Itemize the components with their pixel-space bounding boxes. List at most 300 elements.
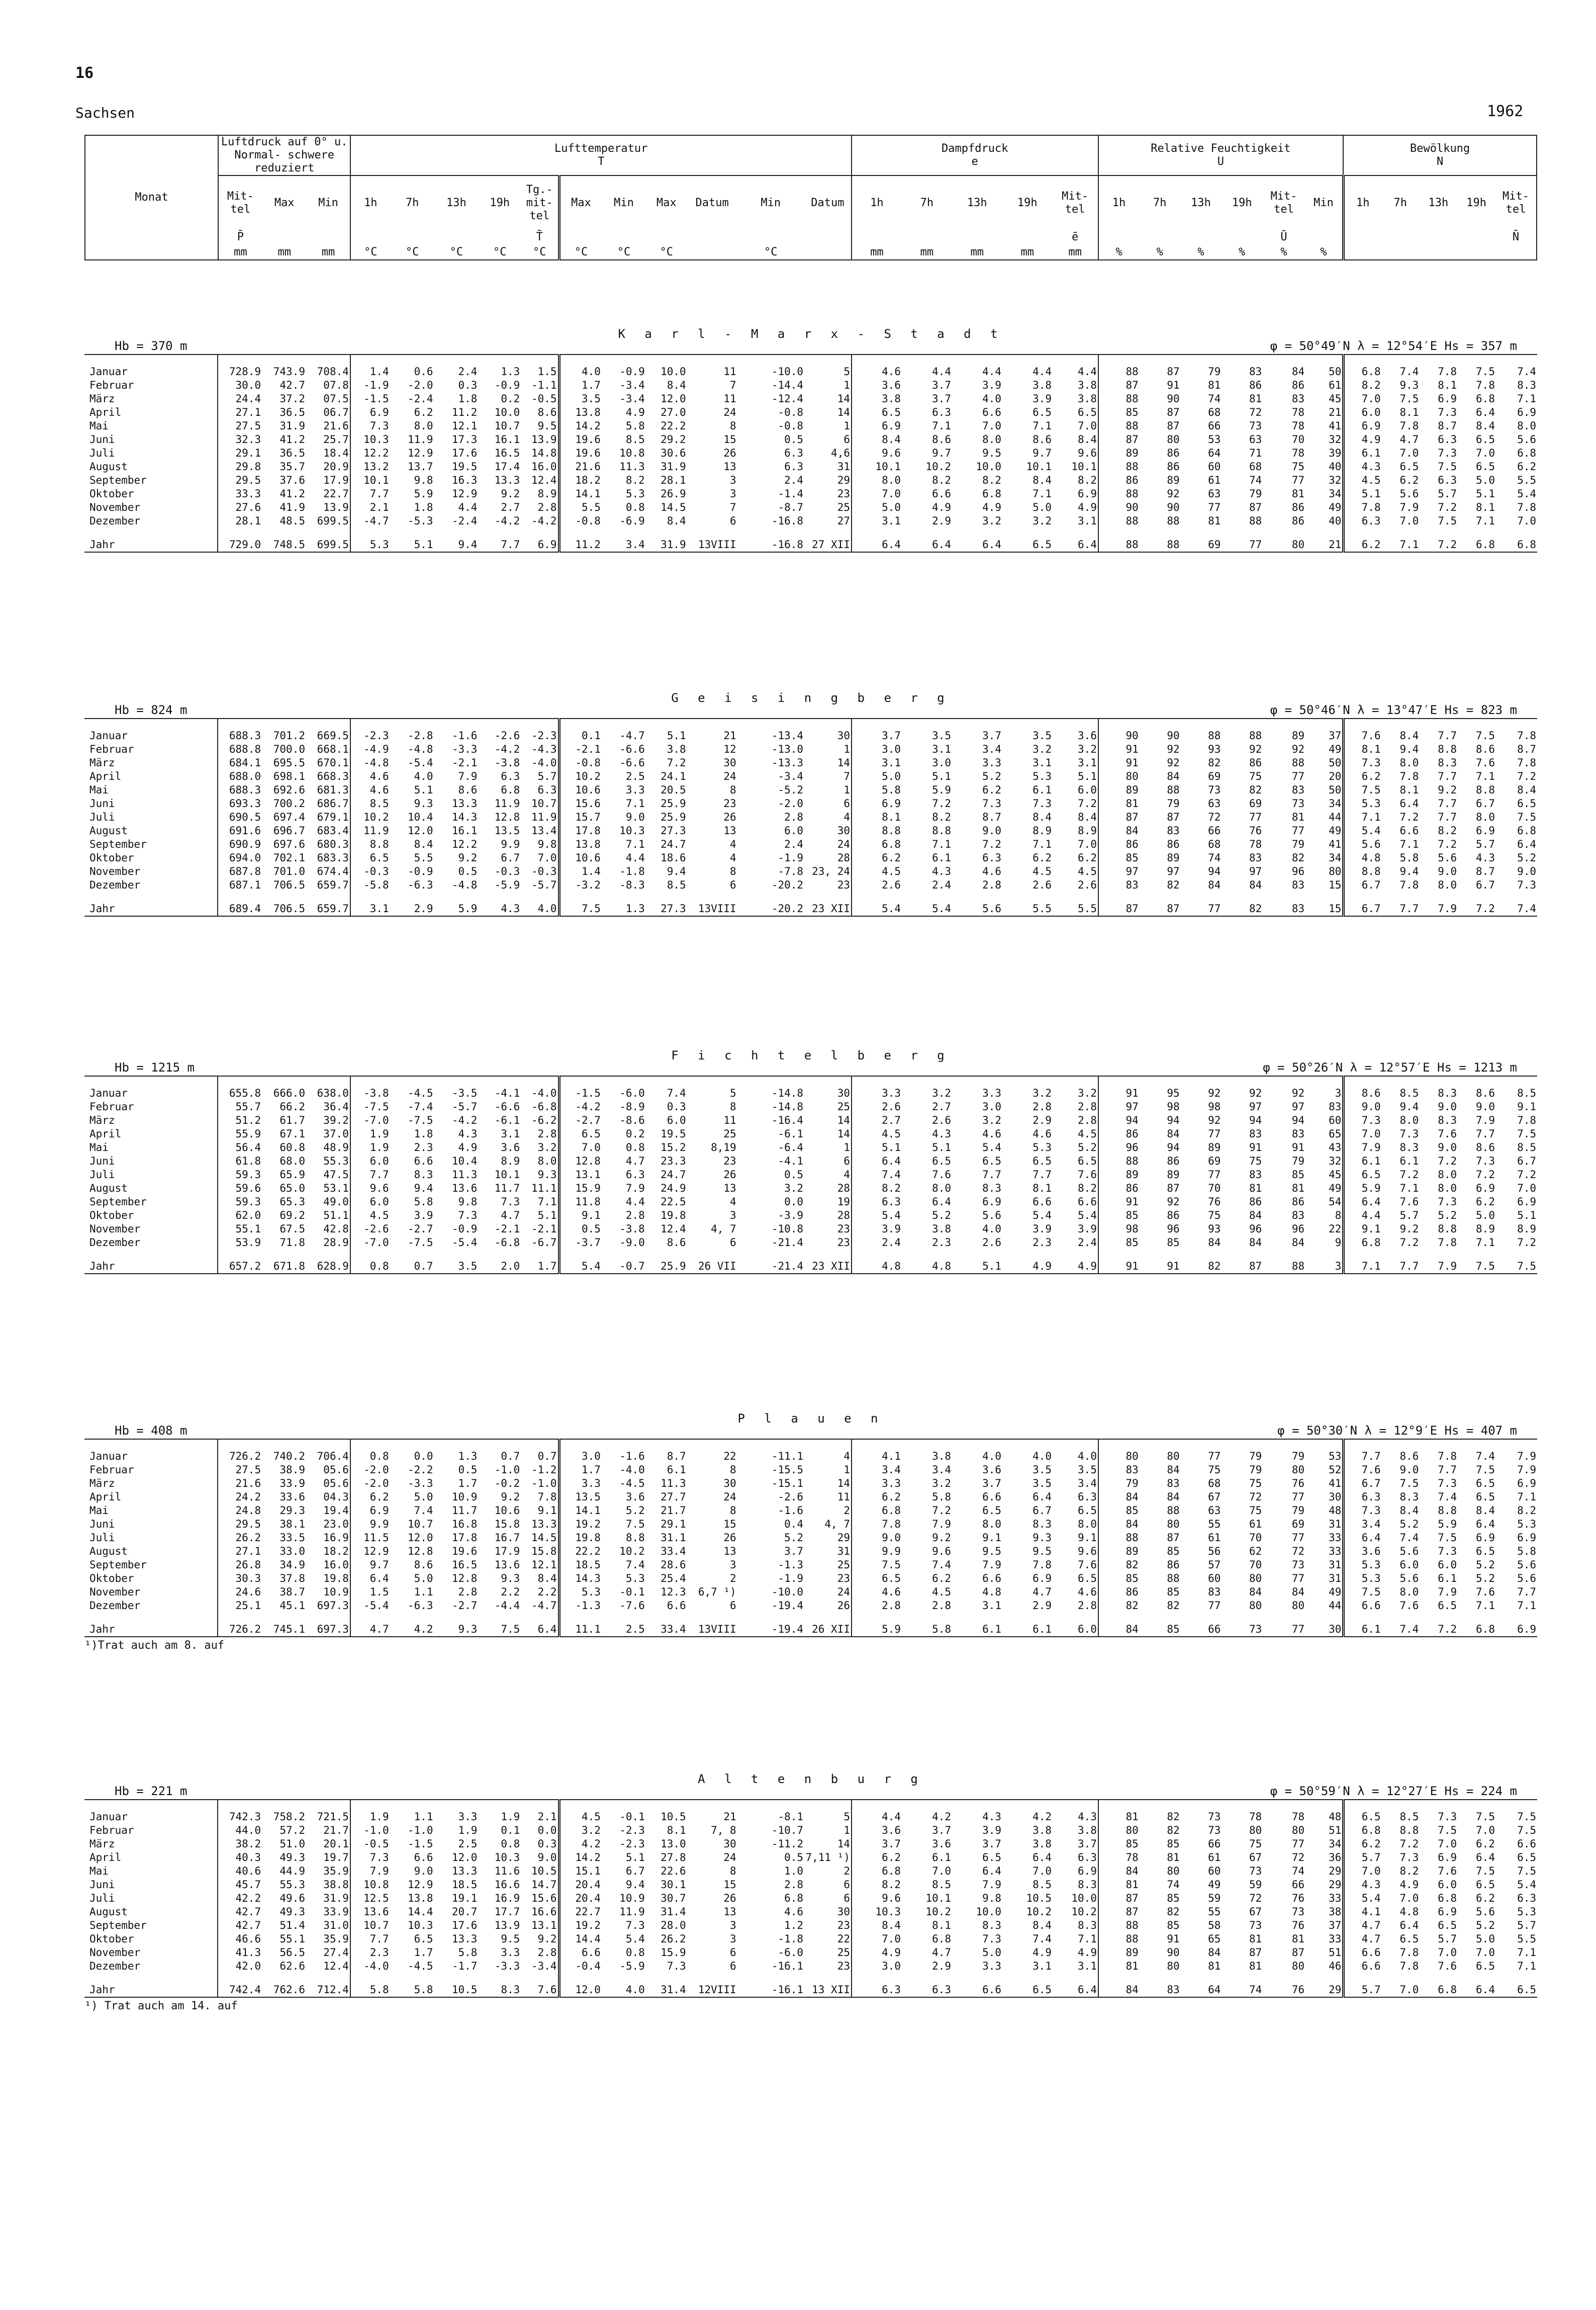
spacer-cell: [1382, 892, 1420, 902]
table-cell: 748.5: [273, 539, 305, 551]
table-cell: -6.3: [407, 879, 433, 891]
table-cell: 5.6: [1517, 1572, 1536, 1584]
table-cell: 729.0: [218, 538, 262, 552]
spacer-cell: [804, 1439, 852, 1450]
table-cell: 699.5: [317, 515, 349, 527]
table-cell: 32: [1329, 474, 1342, 486]
table-cell: 8.8: [852, 824, 902, 838]
table-cell: 71.8: [279, 1236, 305, 1249]
spacer-cell: [1140, 1439, 1181, 1450]
table-cell: 13VIII: [698, 903, 736, 915]
month-label: Mai: [89, 1865, 109, 1877]
table-cell: 6.6: [1344, 1946, 1382, 1960]
month-label: September: [89, 1919, 147, 1931]
table-cell: 726.2: [218, 1623, 262, 1637]
table-cell: 6.5: [852, 1572, 902, 1585]
table-cell: 8.0: [1438, 879, 1457, 891]
table-cell: 4.3: [982, 1811, 1002, 1823]
spacer-cell: [952, 1076, 1002, 1087]
table-cell: 23: [723, 797, 736, 810]
table-cell: 13.9: [494, 1919, 520, 1931]
table-cell: 77: [1208, 1169, 1221, 1181]
table-cell: 1.3: [625, 903, 645, 915]
spacer-cell: [1053, 354, 1098, 365]
table-cell: 9.8: [537, 838, 557, 850]
table-cell: 15: [1329, 903, 1342, 915]
table-cell: 24.2: [218, 1490, 262, 1504]
table-row: [84, 392, 1537, 406]
table-cell: 6.4: [1344, 1531, 1382, 1545]
table-cell: 4.2: [414, 1623, 433, 1635]
table-cell: -2.1: [559, 743, 602, 756]
table-cell: 681.3: [317, 784, 349, 796]
station-name: P l a u e n: [737, 1411, 884, 1426]
table-cell: -1.3: [778, 1559, 804, 1571]
table-cell: -0.8: [778, 406, 804, 418]
table-cell: 5.4: [1517, 1879, 1536, 1891]
table-cell: 83: [1249, 852, 1262, 864]
table-cell: 9.5: [982, 447, 1002, 459]
table-cell: 12.0: [661, 393, 686, 405]
header-columns-cell: 19h: [490, 196, 510, 209]
table-cell: 88: [1098, 1919, 1140, 1932]
table-cell: 683.4: [317, 825, 349, 837]
table-cell: 7.3: [1438, 1477, 1457, 1489]
table-cell: 33: [1329, 1892, 1342, 1904]
table-cell: 5.6: [1517, 433, 1536, 446]
station-hb: Hb = 824 m: [115, 703, 187, 717]
table-cell: 7.3: [1438, 1811, 1457, 1823]
table-cell: 6.9: [852, 797, 902, 811]
table-cell: 8.4: [414, 838, 433, 850]
table-cell: 5.6: [1399, 488, 1419, 500]
table-cell: 25: [837, 1946, 850, 1959]
table-cell: 6: [843, 1892, 850, 1904]
spacer-cell: [1458, 1613, 1496, 1623]
table-cell: -4.0: [350, 1960, 390, 1973]
month-label: April: [89, 1851, 122, 1863]
table-cell: 1.0: [784, 1865, 804, 1877]
table-cell: 97: [1098, 865, 1140, 878]
table-cell: 3.5: [1032, 730, 1052, 742]
table-cell: 7.0: [852, 487, 902, 501]
month-label: Januar: [89, 1087, 128, 1099]
table-cell: 8.4: [1399, 730, 1419, 742]
table-cell: 8.0: [932, 1182, 952, 1194]
spacer-cell: [1305, 892, 1344, 902]
table-cell: 6.5: [414, 1933, 433, 1945]
table-cell: 10.8: [350, 1878, 390, 1892]
spacer-cell: [1222, 528, 1263, 538]
table-cell: 13.8: [559, 406, 602, 419]
table-cell: 7.6: [1399, 1196, 1419, 1208]
table-cell: 27: [837, 515, 850, 527]
table-cell: 6.4: [537, 1623, 557, 1635]
table-cell: 85: [1167, 1236, 1180, 1249]
spacer-cell: [350, 528, 390, 538]
table-cell: 9.0: [414, 1865, 433, 1877]
table-cell: 6.1: [932, 1851, 952, 1863]
table-cell: 45.7: [218, 1878, 262, 1892]
table-cell: 33: [1329, 1933, 1342, 1945]
table-cell: 6.4: [982, 539, 1002, 551]
table-cell: 7.2: [1399, 1236, 1419, 1249]
table-cell: 7.9: [982, 1559, 1002, 1571]
table-cell: 2.8: [1078, 1114, 1097, 1126]
table-cell: 7,11 ¹): [805, 1851, 850, 1863]
table-cell: 688.0: [218, 770, 262, 783]
table-cell: 81: [1208, 379, 1221, 391]
month-label: September: [89, 1559, 147, 1571]
table-cell: 12.0: [407, 1532, 433, 1544]
table-cell: 4.8: [852, 1260, 902, 1274]
table-cell: 6.6: [1078, 1196, 1097, 1208]
table-cell: 76: [1291, 1984, 1305, 1996]
table-cell: -4.1: [494, 1087, 520, 1099]
table-cell: 19.2: [559, 1919, 602, 1932]
table-cell: 11.5: [350, 1531, 390, 1545]
table-cell: 1.9: [350, 1141, 390, 1154]
table-cell: 7.0: [932, 1865, 952, 1877]
table-cell: 6.1: [1032, 784, 1052, 796]
table-cell: 687.8: [218, 865, 262, 878]
header-columns-cell: 1h: [1343, 175, 1381, 230]
table-cell: 7.1: [1078, 1933, 1097, 1945]
table-cell: 59.3: [218, 1168, 262, 1182]
table-cell: 3: [730, 1933, 736, 1945]
table-cell: 5.3: [1517, 1906, 1536, 1918]
spacer-cell: [602, 719, 646, 729]
table-cell: -13.0: [771, 743, 804, 755]
table-cell: 6.6: [414, 1155, 433, 1167]
table-cell: 39.2: [323, 1114, 349, 1126]
table-cell: 57.2: [279, 1824, 305, 1836]
table-cell: 25: [837, 1559, 850, 1571]
table-cell: 68: [1249, 461, 1262, 473]
table-cell: 6.9: [1476, 1532, 1495, 1544]
table-cell: 5.8: [414, 1196, 433, 1208]
table-cell: 3.3: [982, 1087, 1002, 1099]
table-row: [84, 878, 1537, 892]
table-cell: -0.9: [451, 1223, 478, 1235]
spacer-cell: [434, 719, 479, 729]
table-cell: 34: [1329, 797, 1342, 810]
table-cell: 74: [1208, 393, 1221, 405]
table-cell: 88: [1167, 784, 1180, 796]
table-cell: 7.8: [1399, 1960, 1419, 1972]
table-cell: 5.1: [982, 1260, 1002, 1272]
header-symbols-cell: [1381, 230, 1420, 245]
table-cell: 7.7: [1517, 1586, 1536, 1598]
table-cell: 5.7: [1438, 488, 1457, 500]
table-cell: 51: [1329, 1946, 1342, 1959]
table-cell: 6.2: [1344, 770, 1382, 783]
table-cell: 19.6: [451, 1545, 478, 1557]
table-cell: 4.4: [625, 852, 645, 864]
station-coords: φ = 50°46′N λ = 13°47′E Hs = 823 m: [1270, 703, 1517, 717]
station-table: [84, 1799, 1537, 1998]
header-units-cell: %: [1280, 245, 1287, 258]
header-units-cell: °C: [350, 245, 390, 260]
table-cell: 27.5: [218, 419, 262, 433]
table-cell: 94: [1167, 1114, 1180, 1126]
table-cell: 79: [1208, 366, 1221, 378]
spacer-cell: [1222, 1076, 1263, 1087]
table-cell: 73: [1208, 1811, 1221, 1823]
table-cell: 10.7: [494, 420, 520, 432]
table-cell: 5.5: [1517, 1933, 1536, 1945]
table-cell: 6.4: [932, 1196, 952, 1208]
table-cell: -1.0: [531, 1477, 557, 1489]
header-columns-cell: Datum: [695, 196, 729, 209]
spacer-cell: [390, 528, 434, 538]
table-cell: 79: [1249, 488, 1262, 500]
table-cell: 92: [1167, 757, 1180, 769]
table-row: [84, 1946, 1537, 1960]
table-cell: 8.5: [1517, 1141, 1536, 1153]
table-cell: 91: [1098, 743, 1140, 756]
table-cell: 6.4: [350, 1572, 390, 1585]
spacer-cell: [306, 1439, 350, 1450]
table-cell: 7.6: [1476, 1586, 1495, 1598]
table-cell: 6.5: [1032, 539, 1052, 551]
table-cell: 81: [1291, 1933, 1305, 1945]
spacer-cell: [262, 1439, 306, 1450]
table-cell: 10.9: [619, 1892, 645, 1904]
table-cell: 6.2: [852, 1490, 902, 1504]
table-cell: 24: [837, 1586, 850, 1598]
table-cell: 7.8: [1517, 1114, 1536, 1126]
table-cell: 9.0: [1438, 1141, 1457, 1153]
table-cell: 14.3: [451, 811, 478, 823]
table-cell: 7.7: [1399, 1260, 1419, 1272]
table-cell: 24.8: [218, 1504, 262, 1518]
table-cell: 92: [1167, 743, 1180, 755]
table-cell: 76: [1291, 1892, 1305, 1904]
month-label: Februar: [89, 743, 134, 755]
table-row: [84, 729, 1537, 743]
table-cell: 86: [1167, 461, 1180, 473]
table-cell: 80: [1098, 770, 1140, 783]
table-cell: 7.9: [1517, 1450, 1536, 1462]
table-cell: 3.1: [1078, 757, 1097, 769]
table-cell: 30: [1329, 1623, 1342, 1635]
month-label: November: [89, 1946, 141, 1959]
table-cell: 93: [1208, 743, 1221, 755]
table-cell: 6.7: [1476, 797, 1495, 810]
table-cell: 37: [1329, 730, 1342, 742]
station-name: G e i s i n g b e r g: [671, 691, 951, 705]
table-cell: 5.8: [852, 783, 902, 797]
table-cell: 9.3: [458, 1623, 478, 1635]
table-cell: 3.8: [667, 743, 686, 755]
table-cell: 8.1: [1399, 406, 1419, 418]
table-cell: -5.7: [531, 879, 557, 891]
spacer-cell: [1382, 1439, 1420, 1450]
table-cell: 4.9: [852, 1946, 902, 1960]
spacer-cell: [1496, 719, 1537, 729]
spacer-cell: [737, 354, 804, 365]
table-cell: 2.8: [852, 1599, 902, 1613]
table-cell: 80: [1329, 865, 1342, 877]
table-cell: 690.5: [218, 811, 262, 824]
table-cell: 11.7: [494, 1182, 520, 1194]
table-cell: 84: [1249, 879, 1262, 891]
table-cell: 9.7: [932, 447, 952, 459]
table-cell: 7.2: [1476, 903, 1495, 915]
table-cell: 7.6: [1399, 1600, 1419, 1612]
table-cell: 8.5: [1399, 1087, 1419, 1099]
table-cell: 64: [1208, 1984, 1221, 1996]
table-cell: -5.7: [451, 1101, 478, 1113]
table-cell: 6.8: [1476, 1623, 1495, 1635]
table-cell: 5.9: [852, 1623, 902, 1637]
table-cell: 7.4: [1032, 1933, 1052, 1945]
table-cell: 0.7: [414, 1260, 433, 1272]
table-cell: -3.8: [619, 1223, 645, 1235]
table-cell: 29: [837, 1532, 850, 1544]
table-cell: 7.7: [982, 1169, 1002, 1181]
table-row: [84, 1463, 1537, 1477]
spacer-cell: [902, 1250, 952, 1260]
table-cell: 8.9: [1517, 1223, 1536, 1235]
header-symbols-cell: [804, 230, 852, 245]
spacer-cell: [1344, 1439, 1382, 1450]
table-cell: 5.2: [1476, 1919, 1495, 1931]
table-cell: 1.3: [458, 1450, 478, 1462]
table-cell: 14.3: [559, 1572, 602, 1585]
header-temp-label: Lufttemperatur: [554, 142, 648, 155]
table-cell: 1: [843, 784, 850, 796]
table-cell: 80: [1167, 433, 1180, 446]
spacer-cell: [804, 1076, 852, 1087]
table-cell: 55.1: [279, 1933, 305, 1945]
table-cell: 5.0: [1032, 501, 1052, 513]
table-cell: 67: [1249, 1851, 1262, 1863]
spacer-cell: [1496, 1439, 1537, 1450]
table-cell: 33.9: [279, 1477, 305, 1489]
table-cell: 5.6: [982, 903, 1002, 915]
table-cell: 4.8: [982, 1586, 1002, 1598]
table-cell: -3.3: [494, 1960, 520, 1972]
table-cell: 85: [1098, 1837, 1140, 1851]
table-cell: 6.8: [932, 1933, 952, 1945]
spacer-cell: [852, 892, 902, 902]
table-cell: 5.0: [414, 1491, 433, 1503]
table-cell: 84: [1291, 1586, 1305, 1598]
spacer-cell: [1496, 1800, 1537, 1810]
table-cell: 2.4: [852, 1236, 902, 1250]
table-cell: 3.3: [559, 1477, 602, 1490]
table-cell: 49: [1208, 1879, 1221, 1891]
spacer-cell: [218, 1439, 262, 1450]
spacer-cell: [1222, 892, 1263, 902]
table-cell: 5.6: [1517, 1559, 1536, 1571]
spacer-cell: [646, 354, 687, 365]
table-cell: 3.8: [1032, 1838, 1052, 1850]
table-cell: 9.0: [1399, 1464, 1419, 1476]
table-cell: -2.1: [531, 1223, 557, 1235]
spacer-cell: [1053, 528, 1098, 538]
month-label: Juni: [89, 1879, 115, 1891]
table-cell: 85: [1098, 1504, 1140, 1518]
table-cell: 8.8: [1476, 784, 1495, 796]
table-cell: 6.9: [1438, 1851, 1457, 1863]
table-row: [84, 1960, 1537, 1973]
spacer-cell: [1222, 1973, 1263, 1983]
table-cell: 11.6: [494, 1865, 520, 1877]
header-columns-cell: Min: [1313, 196, 1334, 209]
table-cell: 83: [1167, 825, 1180, 837]
table-cell: 11.2: [451, 406, 478, 418]
table-cell: 41.3: [218, 1946, 262, 1960]
row-spacer: [84, 1800, 1537, 1810]
table-cell: 85: [1167, 1623, 1180, 1635]
table-cell: 7.0: [1399, 1892, 1419, 1904]
table-cell: 6.5: [982, 1851, 1002, 1863]
table-cell: 693.3: [218, 797, 262, 811]
table-cell: 6.9: [982, 1196, 1002, 1208]
table-cell: -8.9: [619, 1101, 645, 1113]
table-row: [84, 1114, 1537, 1127]
table-cell: 5.4: [1344, 1892, 1382, 1905]
spacer-cell: [1344, 354, 1382, 365]
table-cell: 97: [1249, 865, 1262, 877]
table-cell: -10.0: [771, 366, 804, 378]
table-cell: 9.5: [501, 1933, 520, 1945]
table-cell: 21.6: [218, 1477, 262, 1490]
table-cell: 7.9: [1438, 1586, 1457, 1598]
table-cell: 5.2: [784, 1532, 804, 1544]
table-cell: 4.7: [1032, 1586, 1052, 1598]
spacer-cell: [1420, 1439, 1458, 1450]
table-cell: 7.6: [932, 1169, 952, 1181]
table-cell: 1.9: [458, 1824, 478, 1836]
table-cell: 9.9: [852, 1545, 902, 1558]
table-cell: -14.8: [771, 1101, 804, 1113]
header-units-cell: °C: [493, 245, 507, 258]
table-cell: 88: [1098, 1932, 1140, 1946]
table-cell: 3.1: [1032, 757, 1052, 769]
spacer-cell: [902, 1800, 952, 1810]
table-cell: -6.7: [531, 1236, 557, 1249]
table-cell: 4.6: [982, 865, 1002, 877]
table-cell: 5.7: [1517, 1919, 1536, 1931]
table-cell: 83: [1167, 1984, 1180, 1996]
table-cell: 5.7: [1438, 1933, 1457, 1945]
table-cell: 81: [1291, 488, 1305, 500]
spacer-cell: [602, 1800, 646, 1810]
table-cell: 19.8: [559, 1531, 602, 1545]
table-row: [84, 1864, 1537, 1878]
table-cell: 6.0: [1078, 784, 1097, 796]
table-cell: 10.4: [407, 811, 433, 823]
station-table: [84, 354, 1537, 553]
table-cell: 0.7: [537, 1450, 557, 1462]
table-cell: 66: [1208, 825, 1221, 837]
table-cell: -13.4: [771, 730, 804, 742]
table-cell: 7.3: [1399, 1851, 1419, 1863]
header-symbols-cell: [687, 230, 737, 245]
table-cell: 29.2: [661, 433, 686, 446]
table-cell: 29: [1329, 1865, 1342, 1877]
table-cell: 80: [1291, 1824, 1305, 1836]
table-cell: 41: [1329, 838, 1342, 850]
table-cell: 4.9: [625, 406, 645, 418]
table-cell: 3.7: [932, 379, 952, 391]
spacer-cell: [390, 1800, 434, 1810]
table-cell: 13.6: [350, 1905, 390, 1919]
